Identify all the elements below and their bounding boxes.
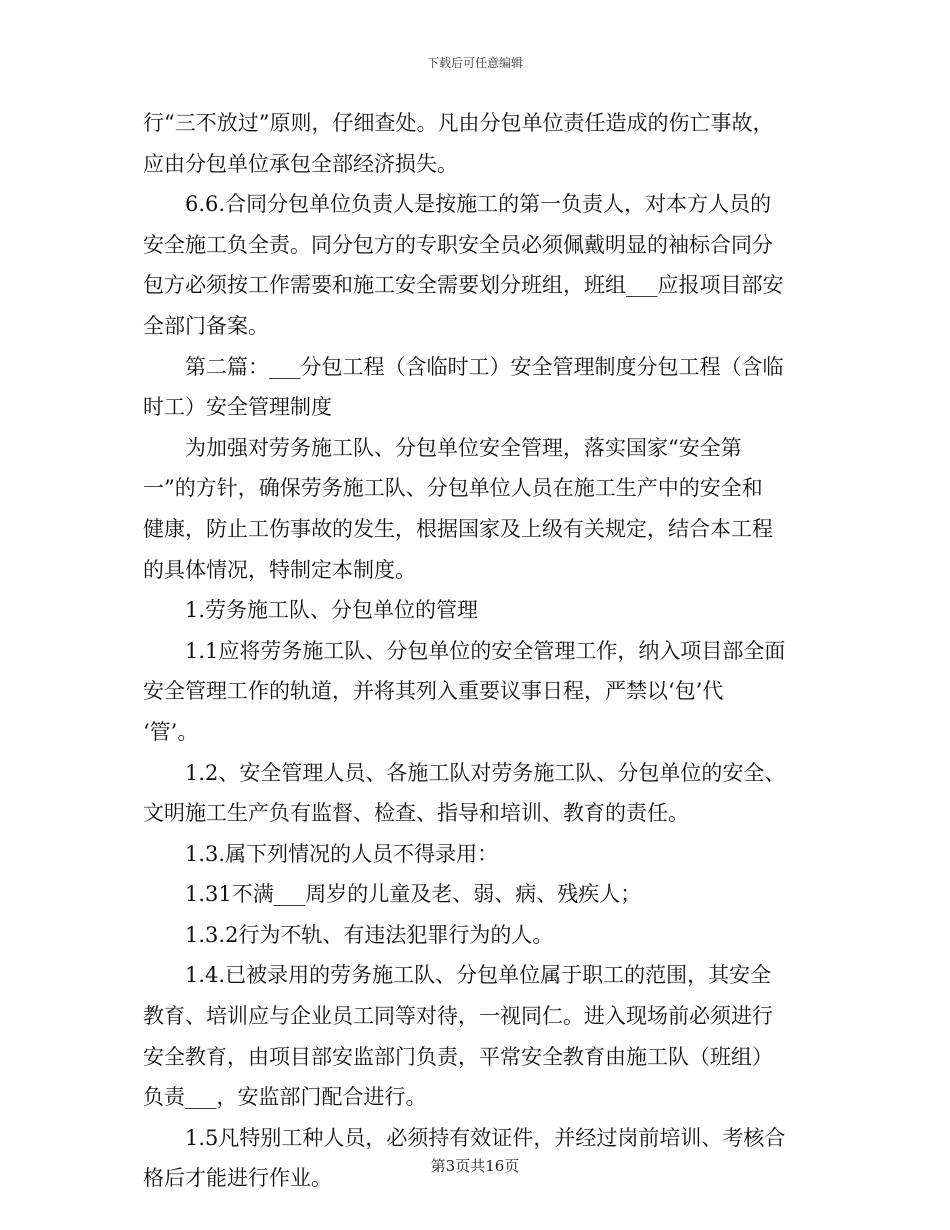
paragraph-1-3: 1.3.属下列情况的人员不得录用：	[185, 841, 499, 866]
page-number: 第3页共16页	[430, 1157, 520, 1175]
paragraph-1: 1.劳务施工队、分包单位的管理	[185, 598, 479, 623]
paragraph-6-6: 6.6.合同分包单位负责人是按施工的第一负责人，对本方人员的 安全施工负全责。同分包方的专职安全员必须佩戴明显的袖标合同分 包方必须按工作需要和施工安全需要划分班组，班组___应报项目部安 全部门备案。	[143, 192, 784, 338]
document-body	[143, 103, 815, 1199]
page-header-note: 下载后可任意编辑	[426, 56, 523, 70]
paragraph-1-3-1: 1.31不满___周岁的儿童及老、弱、病、残疾人；	[185, 882, 642, 907]
paragraph-1-3-2: 1.3.2行为不轨、有违法犯罪行为的人。	[185, 922, 554, 947]
paragraph-chapter-2-title: 第二篇：___分包工程（含临时工）安全管理制度分包工程（含临 时工）安全管理制度	[143, 354, 784, 420]
paragraph-1-5: 1.5凡特别工种人员，必须持有效证件，并经过岗前培训、考核合 格后才能进行作业。	[143, 1125, 786, 1191]
paragraph-1-4: 1.4.已被录用的劳务施工队、分包单位属于职工的范围，其安全 教育、培训应与企业员工同等对待，一视同仁。进入现场前必须进行 安全教育，由项目部安监部门负责，平常安全教育由施工队（班组） 负责___，安监部门配合进行。	[143, 963, 773, 1110]
paragraph-intro: 为加强对劳务施工队、分包单位安全管理，落实国家“安全第 一”的方针，确保劳务施工队、分包单位人员在施工生产中的安全和 健康，防止工伤事故的发生，根据国家及上级有关规定，结合本工程 的具体情况，特制定本制度。	[143, 435, 773, 582]
paragraph-1-2: 1.2、安全管理人员、各施工队对劳务施工队、分包单位的安全、 文明施工生产负有监督、检查、指导和培训、教育的责任。	[143, 760, 786, 826]
paragraph-continued: 行“三不放过”原则，仔细查处。凡由分包单位责任造成的伤亡事故， 应由分包单位承包全部经济损失。	[143, 111, 774, 176]
paragraph-1-1: 1.1应将劳务施工队、分包单位的安全管理工作，纳入项目部全面 安全管理工作的轨道，并将其列入重要议事日程，严禁以‘包’代 ‘管’。	[143, 638, 786, 744]
